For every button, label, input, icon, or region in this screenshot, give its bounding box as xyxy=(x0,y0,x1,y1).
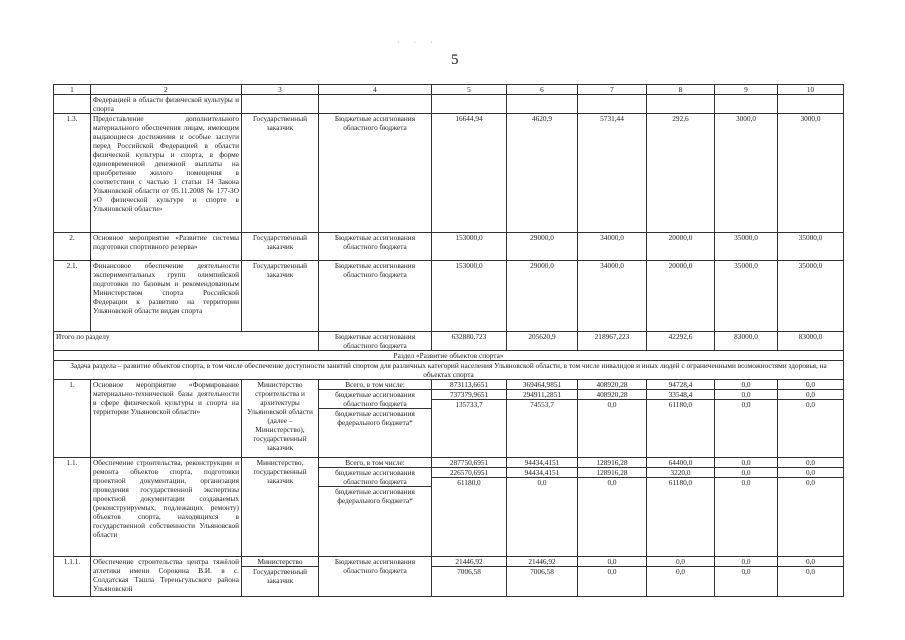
row-text: Обеспечение строительства центра тяжёлой атлетики имени Сорокина В.И. в с. Солдатская Ташла Тереньгульского района Ульяновской xyxy=(91,557,242,597)
value-cell: 94434,4151 xyxy=(507,458,577,468)
col-header: 8 xyxy=(647,85,715,95)
row-source: Бюджетные ассигнования областного бюджета xyxy=(319,114,432,233)
col-header: 10 xyxy=(778,85,844,95)
value-cell: 42292,6 xyxy=(647,332,715,351)
section-task: Задача раздела – развитие объектов спорта, в том числе обеспечение доступности занятий спортом для различных категорий населения Ульяновской области, в том числе инвалидов и иных людей с ограниченными возможностями здоровья, на объектах спорта xyxy=(54,361,844,380)
col-header: 3 xyxy=(242,85,319,95)
value-cell: 16644,94 xyxy=(432,114,507,233)
value-cell: 0,0 xyxy=(675,567,686,576)
value-cell: 0,0 xyxy=(741,478,751,487)
value-cell: 0,0 xyxy=(741,400,751,409)
value-cell: 292,6 xyxy=(647,114,715,233)
value-cell: 83000,0 xyxy=(778,332,844,351)
source-federal: бюджетные ассигнования федерального бюджета* xyxy=(335,409,415,427)
value-cell: 20000,0 xyxy=(647,261,715,332)
value-stack xyxy=(647,557,715,597)
value-stack xyxy=(778,380,844,458)
value-stack xyxy=(578,380,647,458)
source-stack xyxy=(319,380,432,458)
row-text: Финансовое обеспечение деятельности экспериментальных групп олимпийской подготовки по базовым и рекомендованным Министерством спорта Российской Федерации к развитию на территории Ульяновской области видам спорта xyxy=(91,261,242,332)
row-text: Обеспечение строительства, реконструкции и ремонта объектов спорта, подготовки проектной документации, организация проведения государственной экспертизы проектной документации создаваемых (реконструируемых, подлежащих ремонту) объектов спорта, находящихся в государственной собственности Ульяновской области xyxy=(91,458,242,557)
col-header: 7 xyxy=(578,85,647,95)
row-number: 2.1. xyxy=(54,261,91,332)
value-cell: 33548,4 xyxy=(647,390,714,400)
value-cell: 0,0 xyxy=(647,557,714,567)
value-cell: 61180,0 xyxy=(457,478,481,487)
section-row xyxy=(54,351,844,361)
row-executor: Министерство xyxy=(242,557,318,567)
value-cell: 632880,723 xyxy=(432,332,507,351)
row-text: Предоставление дополнительного материального обеспечения лицам, имеющим выдающиеся достижения и особые заслуги перед Российской Федерацией в области физической культуры и спорта, в форме единовременной денежной выплаты на приобретение жилого помещения в соответствии с частью 1 статьи 14 Закона Ульяновской области от 05.11.2008 № 177-ЗО «О физической культуре и спорте в Ульяновской области» xyxy=(91,114,242,233)
value-cell: 0,0 xyxy=(715,557,777,567)
row-number: 1.1. xyxy=(54,458,91,557)
budget-table xyxy=(53,84,844,597)
source-total: Всего, в том числе: xyxy=(319,380,431,390)
value-cell: 0,0 xyxy=(805,478,816,487)
value-cell: 5731,44 xyxy=(578,114,647,233)
executor-stack xyxy=(242,557,319,597)
row-text: Основное мероприятие «Развитие системы подготовки спортивного резерва» xyxy=(91,233,242,261)
value-cell: 61180,0 xyxy=(668,400,693,409)
row-executor: Государственный заказчик xyxy=(242,261,319,332)
value-stack xyxy=(432,557,507,597)
col-header: 1 xyxy=(54,85,91,95)
value-cell: 737379,9651 xyxy=(432,390,506,400)
row-number: 1.1.1. xyxy=(54,557,91,597)
value-stack xyxy=(432,458,507,557)
value-cell: 21446,92 xyxy=(432,557,506,567)
table-row xyxy=(54,380,844,458)
row-number: 1.3. xyxy=(54,114,91,233)
value-cell: 34000,0 xyxy=(578,261,647,332)
value-cell: 0,0 xyxy=(607,478,617,487)
value-cell: 83000,0 xyxy=(715,332,778,351)
value-cell: 128916,28 xyxy=(578,458,646,468)
source-federal: бюджетные ассигнования федерального бюджета* xyxy=(335,487,415,505)
value-cell: 153000,0 xyxy=(432,261,507,332)
value-cell: 21446,92 xyxy=(507,557,577,567)
row-number: 2. xyxy=(54,233,91,261)
value-cell: 128916,28 xyxy=(578,468,646,478)
value-cell: 64400,0 xyxy=(647,458,714,468)
row-text: Федерацией в области физической культуры и спорта xyxy=(91,95,242,114)
value-cell: 35000,0 xyxy=(778,233,844,261)
page-number: 5 xyxy=(451,52,459,68)
col-header: 9 xyxy=(715,85,778,95)
value-cell: 3000,0 xyxy=(715,114,778,233)
value-cell: 0,0 xyxy=(607,400,617,409)
source-stack xyxy=(319,458,432,557)
value-cell: 0,0 xyxy=(607,567,617,576)
value-stack xyxy=(715,458,778,557)
value-cell: 35000,0 xyxy=(778,261,844,332)
value-cell: 408920,28 xyxy=(578,390,646,400)
col-header: 6 xyxy=(507,85,578,95)
value-cell: 7006,58 xyxy=(530,567,554,576)
value-cell: 218967,223 xyxy=(578,332,647,351)
table-row xyxy=(54,233,844,261)
value-stack xyxy=(778,458,844,557)
total-label: Итого по разделу xyxy=(54,332,319,351)
value-cell: 0,0 xyxy=(715,458,777,468)
total-row xyxy=(54,332,844,351)
value-cell: 0,0 xyxy=(778,380,843,390)
value-cell: 35000,0 xyxy=(715,233,778,261)
value-stack xyxy=(507,557,578,597)
row-source: Бюджетные ассигнования областного бюджета xyxy=(319,233,432,261)
value-stack xyxy=(715,557,778,597)
row-source: Бюджетные ассигнования областного бюджета xyxy=(319,261,432,332)
row-text: Основное мероприятие «Формирование материально-технической базы деятельности в сфере физической культуры и спорта на территории Ульяновской области» xyxy=(91,380,242,458)
row-executor: Государственный заказчик xyxy=(252,567,308,585)
source-regional: бюджетные ассигнования областного бюджета xyxy=(319,468,431,487)
table-row xyxy=(54,114,844,233)
value-cell: 0,0 xyxy=(778,557,843,567)
value-cell: 0,0 xyxy=(715,468,777,478)
value-cell: 0,0 xyxy=(778,390,843,400)
value-cell: 135733,7 xyxy=(455,400,483,409)
value-stack xyxy=(647,380,715,458)
col-header: 2 xyxy=(91,85,242,95)
task-row xyxy=(54,361,844,380)
col-header: 5 xyxy=(432,85,507,95)
value-cell: 0,0 xyxy=(778,458,843,468)
row-executor: Государственный заказчик xyxy=(242,233,319,261)
row-source: Бюджетные ассигнования областного бюджета xyxy=(319,557,432,597)
value-stack xyxy=(432,380,507,458)
row-source: Бюджетные ассигнования областного бюджета xyxy=(319,332,432,351)
row-executor: Министерство, государственный заказчик xyxy=(242,458,319,557)
value-stack xyxy=(578,557,647,597)
value-cell: 74553,7 xyxy=(530,400,554,409)
value-stack xyxy=(715,380,778,458)
value-cell: 4620,9 xyxy=(507,114,578,233)
section-title: Раздел «Развитие объектов спорта» xyxy=(54,351,844,361)
scan-specks: · · · xyxy=(397,38,439,47)
row-executor: Министерство строительства и архитектуры Ульяновской области (далее – Министерство), государственный заказчик xyxy=(242,380,319,458)
value-cell: 94434,4151 xyxy=(507,468,577,478)
table-row xyxy=(54,458,844,557)
value-cell: 287750,6951 xyxy=(432,458,506,468)
value-cell: 0,0 xyxy=(778,468,843,478)
value-cell: 3000,0 xyxy=(778,114,844,233)
value-cell: 61180,0 xyxy=(668,478,693,487)
value-cell: 34000,0 xyxy=(578,233,647,261)
value-stack xyxy=(778,557,844,597)
value-stack xyxy=(647,458,715,557)
value-cell: 0,0 xyxy=(805,567,816,576)
value-cell: 94728,4 xyxy=(647,380,714,390)
value-cell: 7006,58 xyxy=(457,567,481,576)
value-cell: 0,0 xyxy=(578,557,646,567)
value-cell: 408920,28 xyxy=(578,380,646,390)
value-cell: 294911,2851 xyxy=(507,390,577,400)
value-cell: 0,0 xyxy=(537,478,547,487)
value-cell: 226570,6951 xyxy=(432,468,506,478)
value-cell: 0,0 xyxy=(715,390,777,400)
table-row xyxy=(54,557,844,597)
value-cell: 0,0 xyxy=(741,567,751,576)
value-cell: 3220,0 xyxy=(647,468,714,478)
table-row xyxy=(54,261,844,332)
value-stack xyxy=(578,458,647,557)
value-cell: 0,0 xyxy=(715,380,777,390)
value-cell: 0,0 xyxy=(805,400,816,409)
value-cell: 20000,0 xyxy=(647,233,715,261)
source-total: Всего, в том числе: xyxy=(319,458,431,468)
value-cell: 205620,9 xyxy=(507,332,578,351)
source-regional: бюджетные ассигнования областного бюджета xyxy=(319,390,431,409)
value-cell: 873113,6651 xyxy=(432,380,506,390)
value-stack xyxy=(507,380,578,458)
value-cell: 29000,0 xyxy=(507,233,578,261)
row-number: 1. xyxy=(54,380,91,458)
col-header: 4 xyxy=(319,85,432,95)
value-cell: 35000,0 xyxy=(715,261,778,332)
table-row xyxy=(54,95,844,114)
row-executor: Государственный заказчик xyxy=(242,114,319,233)
value-cell: 153000,0 xyxy=(432,233,507,261)
header-row xyxy=(54,85,844,95)
value-cell: 369464,9851 xyxy=(507,380,577,390)
value-cell: 29000,0 xyxy=(507,261,578,332)
value-stack xyxy=(507,458,578,557)
